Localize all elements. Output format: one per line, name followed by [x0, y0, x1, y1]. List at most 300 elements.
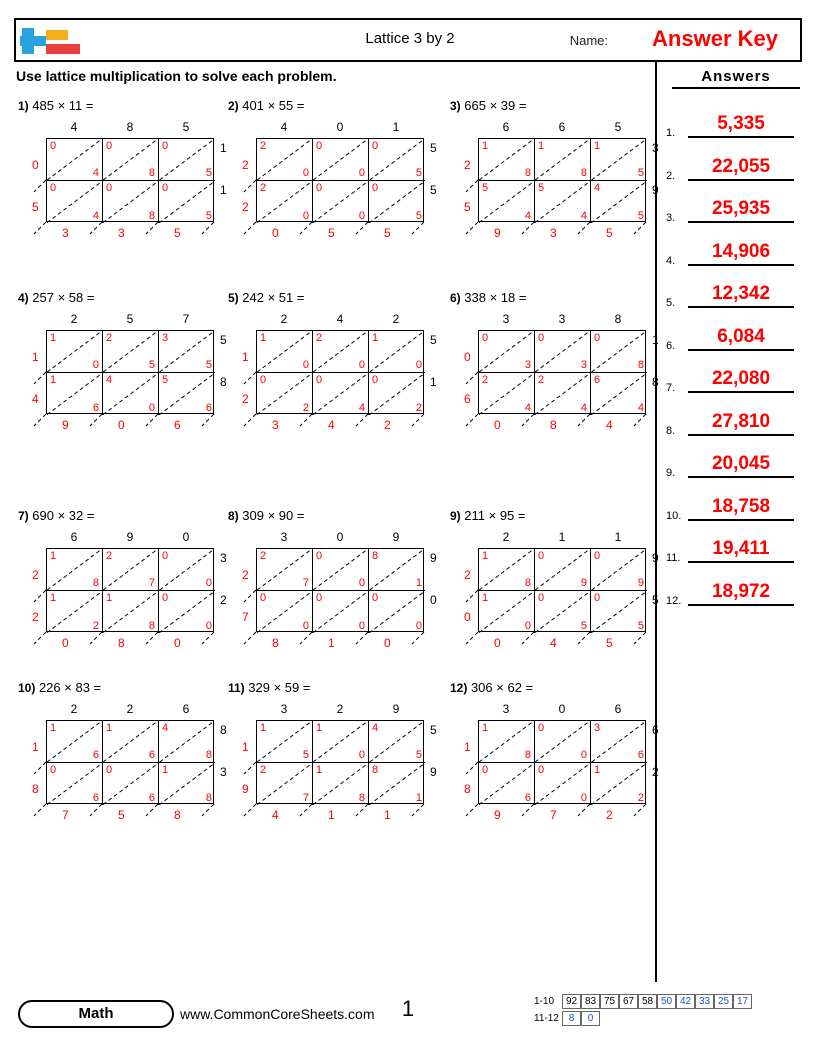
- problem-label: [18, 290, 94, 305]
- lattice-left-digit: 1: [32, 350, 39, 364]
- problem-expression: 690 × 32 =: [28, 508, 95, 523]
- problem-label: [228, 290, 304, 305]
- cell-lower-digit: 4: [580, 402, 587, 414]
- lattice-grid: [464, 312, 659, 432]
- cell-upper-digit: 0: [372, 140, 379, 152]
- cell-lower-digit: 8: [524, 577, 531, 589]
- scale-range-label: 1-10: [534, 996, 555, 1007]
- lattice-top-digit: 4: [336, 312, 344, 326]
- cell-upper-digit: 0: [260, 374, 267, 386]
- lattice-left-digit: 2: [242, 392, 249, 406]
- cell-upper-digit: 1: [482, 722, 489, 734]
- cell-lower-digit: 0: [92, 359, 99, 371]
- answer-value: 5,335: [688, 113, 794, 138]
- cell-lower-digit: 0: [358, 577, 365, 589]
- problem-label: [18, 680, 101, 695]
- lattice-left-digit: 1: [32, 740, 39, 754]
- cell-upper-digit: 1: [482, 592, 489, 604]
- lattice-grid: [242, 120, 437, 240]
- cell-upper-digit: 2: [482, 374, 489, 386]
- cell-upper-digit: 0: [372, 592, 379, 604]
- lattice-right-digit: 9: [652, 183, 659, 197]
- cell-upper-digit: 1: [50, 332, 57, 344]
- lattice-bottom-digit: 9: [494, 226, 501, 240]
- cell-upper-digit: 1: [538, 140, 545, 152]
- cell-lower-digit: 5: [302, 749, 309, 761]
- lattice-right-digit: 5: [430, 141, 437, 155]
- lattice-outer-diagonals-icon: [462, 122, 658, 246]
- cell-upper-digit: 0: [594, 592, 601, 604]
- cell-upper-digit: 1: [260, 332, 267, 344]
- cell-upper-digit: 1: [50, 550, 57, 562]
- cell-lower-digit: 2: [302, 402, 309, 414]
- answer-number: 12.: [666, 594, 682, 607]
- problem: [450, 290, 659, 470]
- problem-expression: 242 × 51 =: [238, 290, 305, 305]
- lattice-left-digit: 8: [464, 782, 471, 796]
- problem: [18, 290, 227, 470]
- lattice-outer-diagonals-icon: [240, 704, 436, 828]
- lattice-left-digit: 9: [242, 782, 249, 796]
- lattice-right-digit: 8: [220, 375, 227, 389]
- lattice-left-digit: 2: [32, 568, 39, 582]
- problem: [228, 508, 437, 688]
- problem-label: [228, 680, 310, 695]
- problem-label: [450, 508, 526, 523]
- cell-upper-digit: 2: [260, 182, 267, 194]
- lattice-top-digit: 0: [336, 120, 344, 134]
- lattice-bottom-digit: 3: [118, 226, 125, 240]
- problem: [228, 98, 437, 278]
- cell-upper-digit: 5: [482, 182, 489, 194]
- answer-value: 18,758: [688, 496, 794, 521]
- cell-upper-digit: 0: [162, 592, 169, 604]
- cell-lower-digit: 5: [415, 167, 422, 179]
- lattice-top-digit: 2: [502, 530, 510, 544]
- problem-number: 6): [450, 291, 461, 305]
- problem-expression: 485 × 11 =: [28, 98, 94, 113]
- cell-lower-digit: 6: [205, 402, 212, 414]
- lattice-outer-diagonals-icon: [462, 314, 658, 438]
- problem-label: [18, 98, 94, 113]
- lattice-bottom-digit: 0: [494, 418, 501, 432]
- lattice-left-digit: 2: [242, 568, 249, 582]
- lattice-outer-diagonals-icon: [240, 122, 436, 246]
- problem: [450, 680, 659, 860]
- cell-upper-digit: 5: [162, 374, 169, 386]
- cell-lower-digit: 9: [580, 577, 587, 589]
- lattice-top-digit: 3: [502, 702, 510, 716]
- lattice-grid: [32, 312, 227, 432]
- answer-row: [666, 326, 796, 362]
- cell-upper-digit: 5: [538, 182, 545, 194]
- cell-upper-digit: 3: [162, 332, 169, 344]
- cell-lower-digit: 0: [358, 167, 365, 179]
- lattice-top-digit: 9: [392, 530, 400, 544]
- lattice-grid: [242, 312, 437, 432]
- cell-upper-digit: 1: [50, 592, 57, 604]
- cell-lower-digit: 3: [524, 359, 531, 371]
- lattice-top-digit: 6: [558, 120, 566, 134]
- cell-upper-digit: 0: [50, 764, 57, 776]
- lattice-bottom-digit: 0: [62, 636, 69, 650]
- cell-lower-digit: 8: [148, 167, 155, 179]
- lattice-right-digit: 8: [652, 375, 659, 389]
- lattice-bottom-digit: 5: [118, 808, 125, 822]
- lattice-bottom-digit: 5: [384, 226, 391, 240]
- cell-upper-digit: 4: [372, 722, 379, 734]
- lattice-top-digit: 3: [558, 312, 566, 326]
- lattice-right-digit: 1: [220, 183, 227, 197]
- problem: [18, 680, 227, 860]
- scale-score-box: 92: [562, 994, 581, 1009]
- cell-lower-digit: 8: [524, 167, 531, 179]
- lattice-left-digit: 2: [32, 610, 39, 624]
- lattice-bottom-digit: 5: [174, 226, 181, 240]
- answer-number: 2.: [666, 169, 676, 182]
- lattice-right-digit: 3: [220, 765, 227, 779]
- lattice-top-digit: 1: [558, 530, 566, 544]
- problem: [450, 508, 659, 688]
- cell-lower-digit: 2: [637, 792, 644, 804]
- lattice-top-digit: 2: [126, 702, 134, 716]
- problem-number: 1): [18, 99, 29, 113]
- lattice-top-digit: 1: [392, 120, 400, 134]
- cell-upper-digit: 1: [482, 550, 489, 562]
- scale-score-box: 67: [619, 994, 638, 1009]
- lattice-right-digit: 5: [430, 183, 437, 197]
- lattice-grid: [242, 530, 437, 650]
- cell-lower-digit: 0: [302, 359, 309, 371]
- cell-lower-digit: 1: [415, 792, 422, 804]
- problem-expression: 338 × 18 =: [460, 290, 527, 305]
- problem-label: [18, 508, 94, 523]
- answer-number: 6.: [666, 339, 676, 352]
- lattice-bottom-digit: 8: [174, 808, 181, 822]
- lattice-left-digit: 1: [242, 740, 249, 754]
- lattice-grid: [32, 120, 227, 240]
- lattice-bottom-digit: 8: [272, 636, 279, 650]
- answer-number: 3.: [666, 212, 676, 224]
- cell-lower-digit: 2: [415, 402, 422, 414]
- cell-lower-digit: 6: [148, 792, 155, 804]
- lattice-bottom-digit: 5: [606, 226, 613, 240]
- answer-row: [666, 538, 796, 574]
- cell-upper-digit: 0: [162, 140, 169, 152]
- answer-row: [666, 198, 796, 234]
- lattice-bottom-digit: 1: [328, 636, 335, 650]
- lattice-outer-diagonals-icon: [462, 532, 658, 656]
- lattice-bottom-digit: 4: [272, 808, 279, 822]
- cell-lower-digit: 6: [637, 749, 644, 761]
- scale-score-box: 17: [733, 994, 752, 1009]
- cell-lower-digit: 0: [302, 620, 309, 632]
- lattice-bottom-digit: 0: [272, 226, 279, 240]
- lattice-top-digit: 6: [182, 702, 190, 716]
- cell-lower-digit: 4: [92, 167, 99, 179]
- lattice-bottom-digit: 3: [272, 418, 279, 432]
- lattice-bottom-digit: 0: [494, 636, 501, 650]
- cell-lower-digit: 5: [580, 620, 587, 632]
- lattice-top-digit: 5: [126, 312, 134, 326]
- lattice-top-digit: 6: [70, 530, 78, 544]
- lattice-bottom-digit: 0: [118, 418, 125, 432]
- cell-lower-digit: 1: [415, 577, 422, 589]
- cell-upper-digit: 0: [538, 764, 545, 776]
- cell-lower-digit: 0: [358, 210, 365, 222]
- cell-lower-digit: 4: [580, 210, 587, 222]
- cell-lower-digit: 4: [524, 210, 531, 222]
- lattice-grid: [464, 530, 659, 650]
- cell-upper-digit: 2: [106, 332, 113, 344]
- cell-lower-digit: 5: [415, 210, 422, 222]
- lattice-bottom-digit: 1: [328, 808, 335, 822]
- cell-lower-digit: 0: [358, 359, 365, 371]
- answer-value: 27,810: [688, 411, 794, 436]
- lattice-top-digit: 7: [182, 312, 190, 326]
- lattice-left-digit: 5: [464, 200, 471, 214]
- lattice-bottom-digit: 4: [550, 636, 557, 650]
- cell-lower-digit: 9: [637, 577, 644, 589]
- cell-lower-digit: 0: [302, 210, 309, 222]
- cell-lower-digit: 8: [205, 792, 212, 804]
- lattice-bottom-digit: 2: [384, 418, 391, 432]
- cell-lower-digit: 7: [148, 577, 155, 589]
- lattice-top-digit: 2: [70, 702, 78, 716]
- cell-upper-digit: 0: [260, 592, 267, 604]
- lattice-top-digit: 5: [614, 120, 622, 134]
- answer-number: 5.: [666, 297, 676, 309]
- answer-row: [666, 283, 796, 319]
- scale-score-box: 83: [581, 994, 600, 1009]
- page-number: 1: [401, 996, 415, 1021]
- cell-lower-digit: 0: [205, 577, 212, 589]
- lattice-bottom-digit: 8: [118, 636, 125, 650]
- cell-upper-digit: 4: [594, 182, 601, 194]
- lattice-left-digit: 0: [464, 610, 471, 624]
- cell-lower-digit: 5: [205, 167, 212, 179]
- cell-upper-digit: 0: [316, 550, 323, 562]
- answer-value: 22,055: [688, 156, 794, 181]
- cell-upper-digit: 1: [372, 332, 379, 344]
- answer-value: 22,080: [688, 368, 794, 393]
- problem: [18, 98, 227, 278]
- problem-number: 12): [450, 681, 468, 695]
- lattice-bottom-digit: 7: [62, 808, 69, 822]
- cell-upper-digit: 0: [482, 764, 489, 776]
- lattice-right-digit: 8: [220, 723, 227, 737]
- lattice-bottom-digit: 3: [62, 226, 69, 240]
- scale-score-box: 58: [638, 994, 657, 1009]
- problem-expression: 226 × 83 =: [35, 680, 102, 695]
- page-header: [14, 18, 802, 62]
- lattice-top-digit: 3: [280, 702, 288, 716]
- cell-upper-digit: 1: [316, 764, 323, 776]
- lattice-bottom-digit: 0: [384, 636, 391, 650]
- answer-number: 1.: [666, 127, 676, 139]
- lattice-outer-diagonals-icon: [240, 532, 436, 656]
- cell-lower-digit: 5: [637, 167, 644, 179]
- subject-badge: Math: [18, 1000, 174, 1028]
- cell-upper-digit: 0: [372, 374, 379, 386]
- lattice-left-digit: 0: [32, 158, 39, 172]
- page-title: Lattice 3 by 2: [365, 30, 455, 47]
- instructions-text: Use lattice multiplication to solve each problem.: [16, 68, 337, 84]
- cell-upper-digit: 0: [162, 182, 169, 194]
- answer-number: 4.: [666, 254, 676, 267]
- cell-lower-digit: 8: [92, 577, 99, 589]
- lattice-right-digit: 9: [430, 551, 437, 565]
- cell-lower-digit: 0: [415, 359, 422, 371]
- cell-upper-digit: 0: [106, 182, 113, 194]
- lattice-top-digit: 0: [182, 530, 190, 544]
- lattice-grid: [32, 530, 227, 650]
- cell-upper-digit: 0: [538, 332, 545, 344]
- lattice-outer-diagonals-icon: [30, 314, 226, 438]
- lattice-top-digit: 3: [502, 312, 510, 326]
- cell-upper-digit: 0: [316, 592, 323, 604]
- answer-row: [666, 241, 796, 277]
- lattice-top-digit: 9: [392, 702, 400, 716]
- cell-upper-digit: 1: [482, 140, 489, 152]
- cell-upper-digit: 1: [316, 722, 323, 734]
- scale-score-box: 50: [657, 994, 676, 1009]
- lattice-bottom-digit: 0: [174, 636, 181, 650]
- lattice-right-digit: 1: [430, 375, 437, 389]
- site-url: www.CommonCoreSheets.com: [180, 1006, 375, 1022]
- problem: [18, 508, 227, 688]
- scale-score-box: 33: [695, 994, 714, 1009]
- cell-upper-digit: 1: [50, 722, 57, 734]
- cell-lower-digit: 4: [637, 402, 644, 414]
- lattice-right-digit: 0: [430, 593, 437, 607]
- lattice-right-digit: 3: [652, 141, 659, 155]
- problem-label: [228, 508, 304, 523]
- cell-lower-digit: 5: [205, 359, 212, 371]
- lattice-left-digit: 5: [32, 200, 39, 214]
- problem-label: [450, 680, 533, 695]
- cell-lower-digit: 6: [92, 749, 99, 761]
- cell-upper-digit: 0: [538, 550, 545, 562]
- problem-expression: 306 × 62 =: [467, 680, 534, 695]
- cell-upper-digit: 2: [538, 374, 545, 386]
- problem-label: [450, 290, 526, 305]
- lattice-top-digit: 0: [558, 702, 566, 716]
- problem-number: 5): [228, 291, 239, 305]
- cell-upper-digit: 1: [106, 722, 113, 734]
- cell-lower-digit: 0: [302, 167, 309, 179]
- scale-score-box: 42: [676, 994, 695, 1009]
- cell-lower-digit: 0: [524, 620, 531, 632]
- lattice-left-digit: 2: [464, 568, 471, 582]
- lattice-right-digit: 5: [430, 333, 437, 347]
- cell-upper-digit: 2: [260, 140, 267, 152]
- cell-upper-digit: 0: [316, 140, 323, 152]
- lattice-top-digit: 5: [182, 120, 190, 134]
- cell-lower-digit: 0: [580, 749, 587, 761]
- cell-upper-digit: 1: [106, 592, 113, 604]
- cell-upper-digit: 0: [538, 722, 545, 734]
- cell-lower-digit: 3: [580, 359, 587, 371]
- answer-row: [666, 496, 796, 532]
- cell-lower-digit: 5: [637, 620, 644, 632]
- cell-lower-digit: 5: [205, 210, 212, 222]
- lattice-right-digit: 5: [430, 723, 437, 737]
- lattice-top-digit: 2: [280, 312, 288, 326]
- answer-row: [666, 368, 796, 404]
- problem: [228, 290, 437, 470]
- lattice-top-digit: 8: [126, 120, 134, 134]
- cell-lower-digit: 8: [580, 167, 587, 179]
- problem-number: 4): [18, 291, 29, 305]
- answer-row: [666, 411, 796, 447]
- cell-upper-digit: 1: [594, 140, 601, 152]
- cell-lower-digit: 6: [92, 792, 99, 804]
- lattice-left-digit: 0: [464, 350, 471, 364]
- lattice-left-digit: 7: [242, 610, 249, 624]
- answer-number: 7.: [666, 382, 676, 394]
- cell-lower-digit: 4: [524, 402, 531, 414]
- cell-upper-digit: 0: [50, 140, 57, 152]
- problem-number: 9): [450, 509, 461, 523]
- cell-lower-digit: 8: [205, 749, 212, 761]
- cell-lower-digit: 4: [358, 402, 365, 414]
- problem-expression: 257 × 58 =: [28, 290, 95, 305]
- cell-upper-digit: 0: [482, 332, 489, 344]
- cell-lower-digit: 0: [580, 792, 587, 804]
- lattice-left-digit: 2: [242, 200, 249, 214]
- answer-key-badge: Answer Key: [652, 26, 778, 51]
- lattice-right-digit: 1: [652, 333, 659, 347]
- lattice-bottom-digit: 4: [606, 418, 613, 432]
- lattice-right-digit: 1: [220, 141, 227, 155]
- lattice-grid: [464, 120, 659, 240]
- lattice-right-digit: 6: [652, 723, 659, 737]
- lattice-right-digit: 3: [220, 551, 227, 565]
- lattice-top-digit: 3: [280, 530, 288, 544]
- cell-lower-digit: 8: [148, 210, 155, 222]
- lattice-bottom-digit: 5: [328, 226, 335, 240]
- cell-lower-digit: 0: [358, 620, 365, 632]
- lattice-top-digit: 2: [70, 312, 78, 326]
- lattice-left-digit: 4: [32, 392, 39, 406]
- lattice-left-digit: 2: [464, 158, 471, 172]
- cell-upper-digit: 2: [106, 550, 113, 562]
- cell-upper-digit: 1: [260, 722, 267, 734]
- lattice-top-digit: 2: [392, 312, 400, 326]
- cell-upper-digit: 3: [594, 722, 601, 734]
- cell-lower-digit: 8: [148, 620, 155, 632]
- lattice-top-digit: 9: [126, 530, 134, 544]
- cell-upper-digit: 0: [316, 182, 323, 194]
- lattice-top-digit: 8: [614, 312, 622, 326]
- problem-expression: 665 × 39 =: [460, 98, 527, 113]
- lattice-bottom-digit: 5: [606, 636, 613, 650]
- cell-upper-digit: 8: [372, 550, 379, 562]
- lattice-left-digit: 6: [464, 392, 471, 406]
- cell-lower-digit: 0: [205, 620, 212, 632]
- answer-number: 8.: [666, 424, 676, 437]
- cell-upper-digit: 0: [538, 592, 545, 604]
- cell-upper-digit: 4: [162, 722, 169, 734]
- lattice-outer-diagonals-icon: [30, 122, 226, 246]
- cell-lower-digit: 5: [415, 749, 422, 761]
- cell-upper-digit: 0: [106, 764, 113, 776]
- cell-upper-digit: 0: [372, 182, 379, 194]
- lattice-bottom-digit: 1: [384, 808, 391, 822]
- problem-label: [450, 98, 526, 113]
- lattice-grid: [242, 702, 437, 822]
